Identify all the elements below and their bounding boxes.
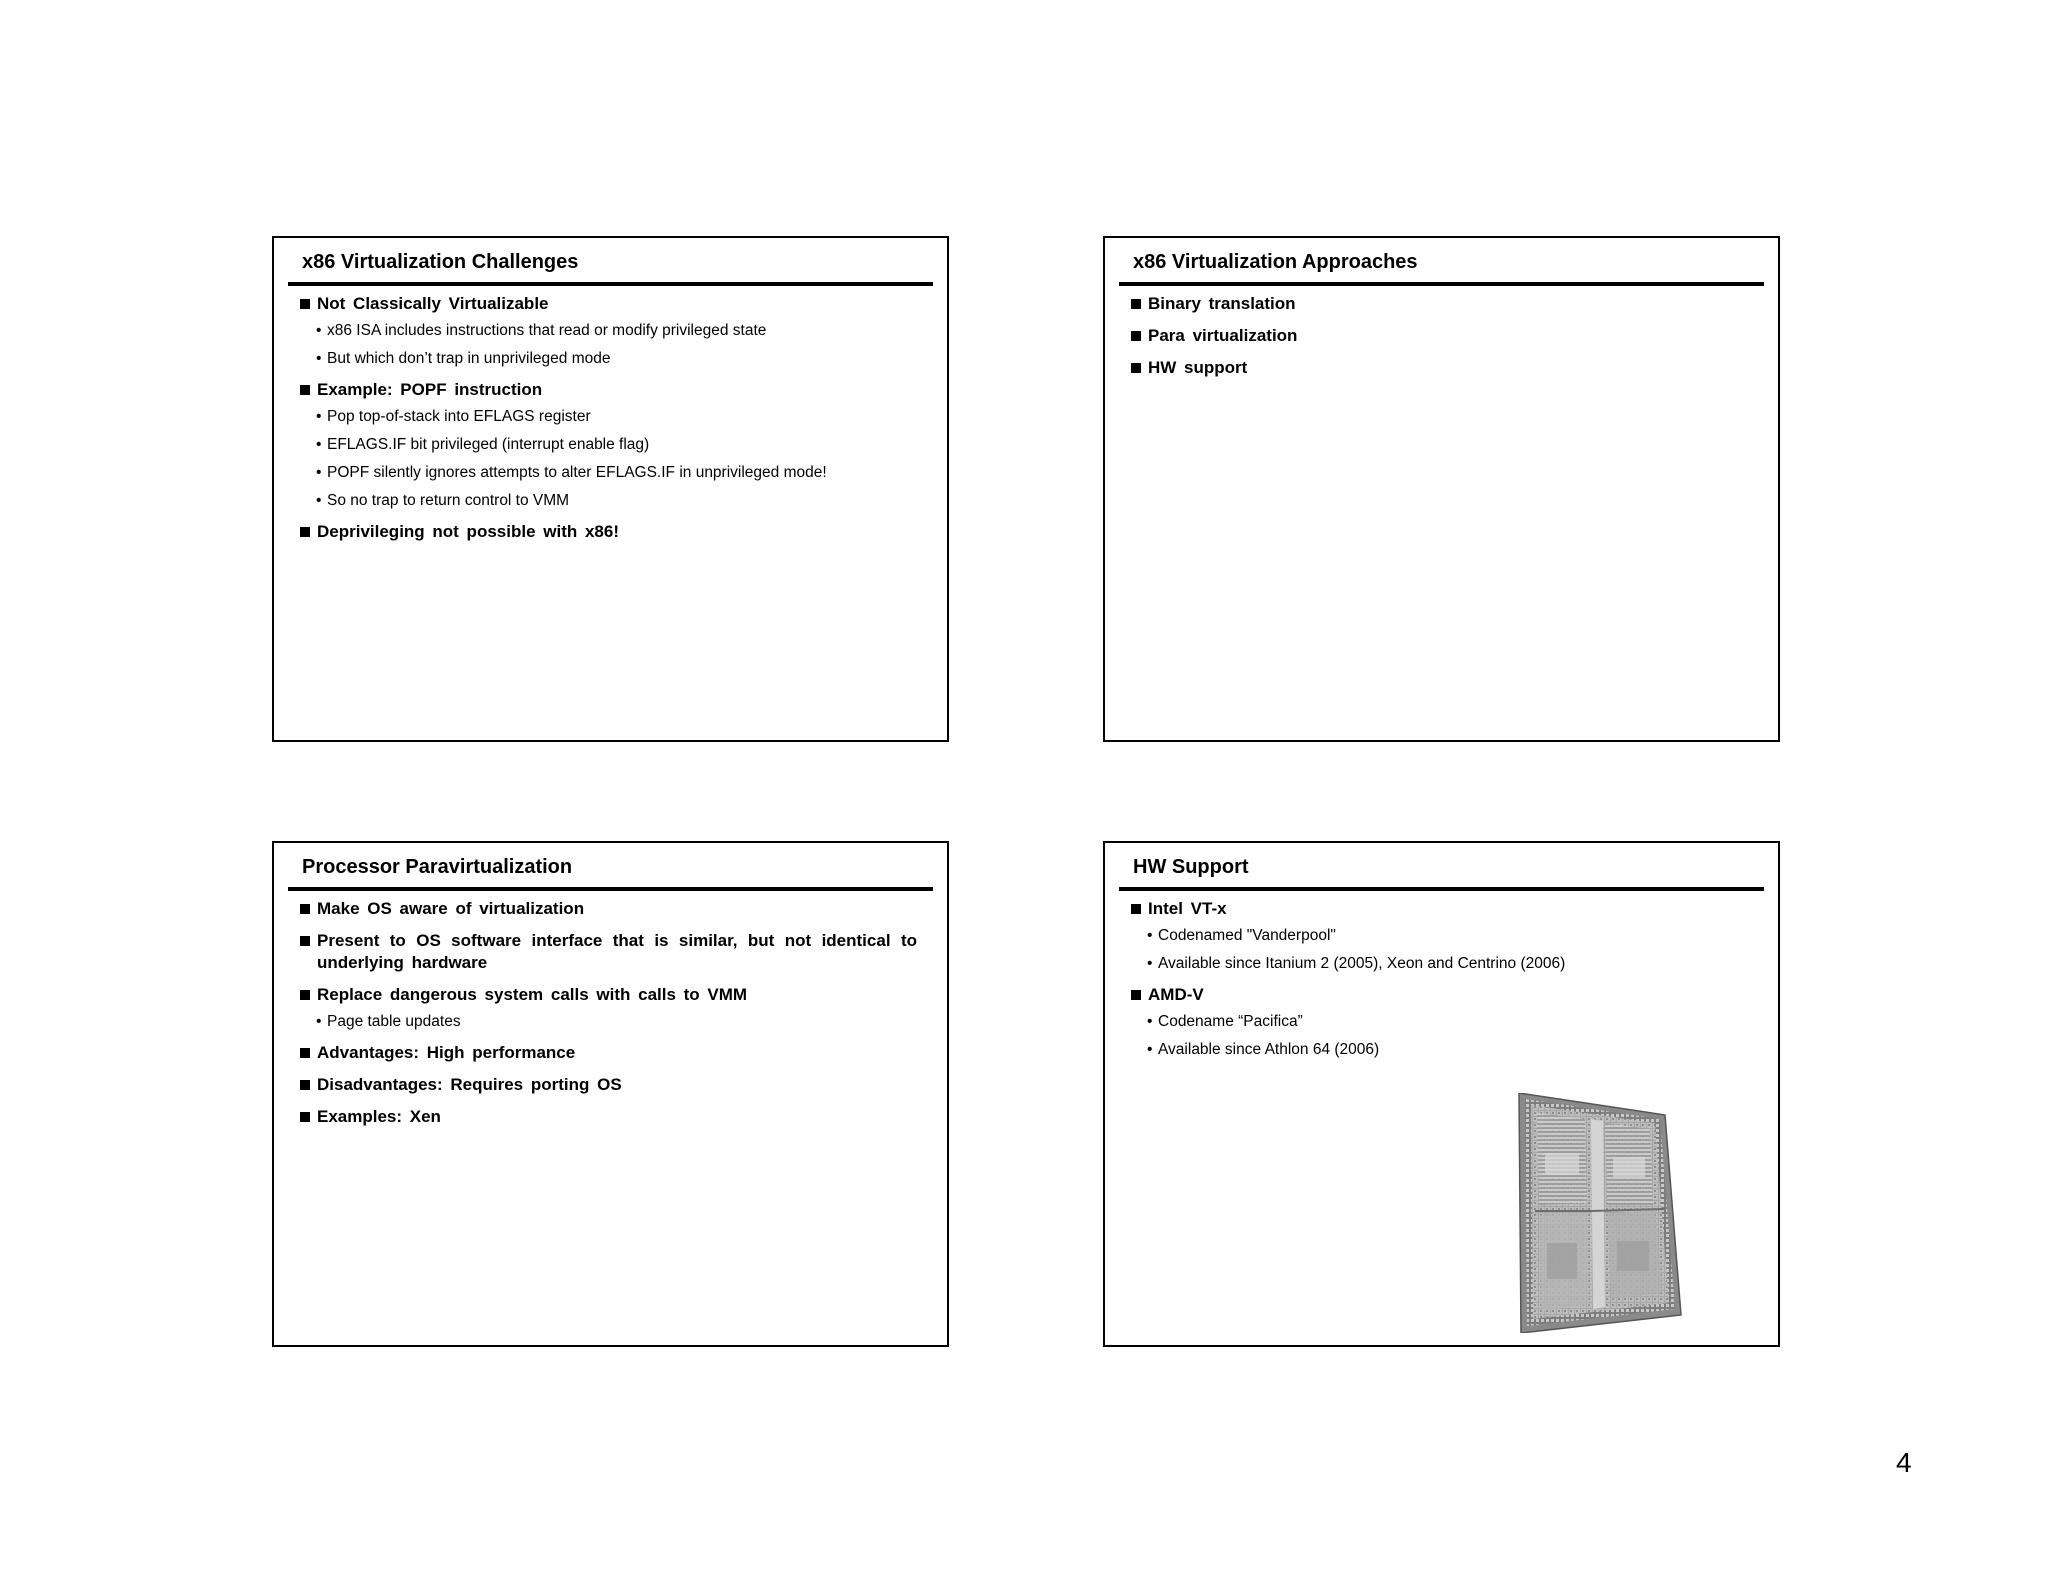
square-bullet-icon (300, 299, 310, 309)
slide-body (1131, 293, 1748, 379)
square-bullet-icon (300, 385, 310, 395)
dot-bullet-icon: • (316, 350, 322, 367)
sub-bullet-item (300, 321, 917, 341)
square-bullet-icon (1131, 299, 1141, 309)
square-bullet-icon (300, 990, 310, 1000)
title-divider (288, 887, 933, 891)
bullet-item (300, 379, 917, 401)
sub-bullet-item (1131, 926, 1748, 946)
bullet-text: Deprivileging not possible with x86! (317, 522, 619, 541)
bullet-item (1131, 984, 1748, 1006)
sub-bullet-text: Available since Athlon 64 (2006) (1158, 1041, 1380, 1058)
title-divider (1119, 887, 1764, 891)
bullet-item (300, 521, 917, 543)
dot-bullet-icon: • (1147, 1041, 1153, 1058)
bullet-text: Make OS aware of virtualization (317, 899, 585, 918)
slide-x86-virtualization-challenges (272, 236, 949, 742)
bullet-item (1131, 357, 1748, 379)
sub-bullet-text: Available since Itanium 2 (2005), Xeon and Centrino (2006) (1158, 955, 1566, 972)
sub-bullet-item (300, 491, 917, 511)
dot-bullet-icon: • (1147, 1013, 1153, 1030)
square-bullet-icon (1131, 904, 1141, 914)
bullet-text: AMD-V (1148, 985, 1204, 1004)
bullet-item (300, 984, 917, 1006)
bullet-text: Replace dangerous system calls with calls to VMM (317, 985, 748, 1004)
bullet-text: Advantages: High performance (317, 1043, 576, 1062)
slide-body (1131, 898, 1748, 1060)
dot-bullet-icon: • (316, 464, 322, 481)
sub-bullet-text: Pop top-of-stack into EFLAGS register (327, 408, 591, 425)
slide-hw-support (1103, 841, 1780, 1347)
bullet-text: Examples: Xen (317, 1107, 441, 1126)
square-bullet-icon (300, 936, 310, 946)
sub-bullet-text: POPF silently ignores attempts to alter EFLAGS.IF in unprivileged mode! (327, 464, 827, 481)
square-bullet-icon (300, 1048, 310, 1058)
bullet-item (300, 898, 917, 920)
sub-bullet-item (1131, 1040, 1748, 1060)
dot-bullet-icon: • (316, 492, 322, 509)
square-bullet-icon (300, 1112, 310, 1122)
bullet-text: Intel VT-x (1148, 899, 1227, 918)
bullet-text: Present to OS software interface that is similar, but not identical to underlying hardware (317, 931, 917, 972)
dot-bullet-icon: • (316, 408, 322, 425)
sub-bullet-text: But which don’t trap in unprivileged mode (327, 350, 611, 367)
dot-bullet-icon: • (316, 1013, 322, 1030)
slide-body (300, 293, 917, 543)
dot-bullet-icon: • (1147, 955, 1153, 972)
sub-bullet-item (300, 463, 917, 483)
bullet-item (300, 1042, 917, 1064)
square-bullet-icon (1131, 990, 1141, 1000)
dot-bullet-icon: • (316, 322, 322, 339)
dot-bullet-icon: • (316, 436, 322, 453)
square-bullet-icon (1131, 363, 1141, 373)
slide-processor-paravirtualization (272, 841, 949, 1347)
sub-bullet-item (300, 435, 917, 455)
sub-bullet-text: So no trap to return control to VMM (327, 492, 570, 509)
sub-bullet-item (300, 407, 917, 427)
slide-title: Processor Paravirtualization (302, 856, 573, 878)
slide-body (300, 898, 917, 1128)
dot-bullet-icon: • (1147, 927, 1153, 944)
slide-x86-virtualization-approaches (1103, 236, 1780, 742)
bullet-text: HW support (1148, 358, 1248, 377)
sub-bullet-text: Codename “Pacifica” (1158, 1013, 1303, 1030)
title-divider (1119, 282, 1764, 286)
processor-die-illustration (1515, 1093, 1685, 1333)
bullet-text: Example: POPF instruction (317, 380, 543, 399)
slide-title: x86 Virtualization Approaches (1133, 251, 1418, 273)
sub-bullet-text: Codenamed "Vanderpool" (1158, 927, 1336, 944)
slide-title: x86 Virtualization Challenges (302, 251, 579, 273)
bullet-text: Binary translation (1148, 294, 1296, 313)
bullet-text: Not Classically Virtualizable (317, 294, 549, 313)
bullet-text: Disadvantages: Requires porting OS (317, 1075, 622, 1094)
bullet-item (1131, 293, 1748, 315)
bullet-item (300, 1106, 917, 1128)
sub-bullet-item (1131, 954, 1748, 974)
bullet-item (300, 293, 917, 315)
sub-bullet-text: EFLAGS.IF bit privileged (interrupt enable flag) (327, 436, 650, 453)
sub-bullet-item (1131, 1012, 1748, 1032)
sub-bullet-item (300, 1012, 917, 1032)
sub-bullet-text: x86 ISA includes instructions that read or modify privileged state (327, 322, 767, 339)
square-bullet-icon (300, 1080, 310, 1090)
sub-bullet-item (300, 349, 917, 369)
square-bullet-icon (300, 527, 310, 537)
bullet-item (1131, 898, 1748, 920)
square-bullet-icon (1131, 331, 1141, 341)
bullet-item (300, 1074, 917, 1096)
bullet-item (300, 930, 917, 974)
square-bullet-icon (300, 904, 310, 914)
sub-bullet-text: Page table updates (327, 1013, 461, 1030)
page-number: 4 (1896, 1447, 1912, 1478)
bullet-item (1131, 325, 1748, 347)
title-divider (288, 282, 933, 286)
processor-die-image (1515, 1093, 1685, 1333)
bullet-text: Para virtualization (1148, 326, 1298, 345)
slide-title: HW Support (1133, 856, 1249, 878)
